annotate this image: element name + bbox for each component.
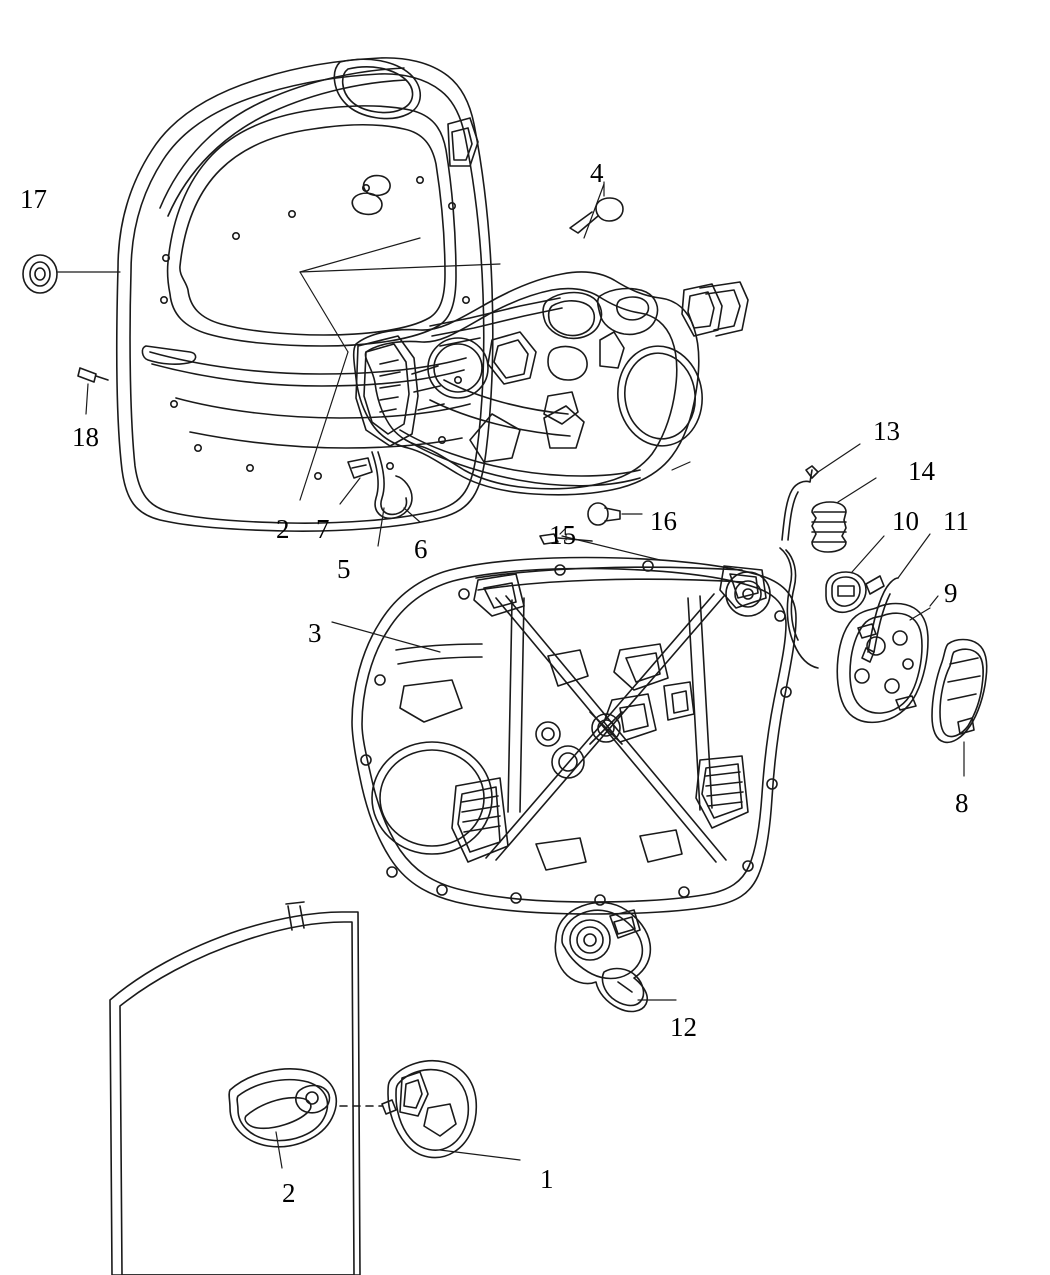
- callout-15: 15: [549, 520, 576, 550]
- callout-2-inner-handle: 2: [276, 514, 290, 544]
- callout-18: 18: [72, 422, 99, 452]
- part-5-6-cables: [372, 452, 420, 546]
- part-3-door-module: [352, 548, 818, 914]
- part-14-bellows: [812, 478, 876, 552]
- part-18-screw: [78, 368, 108, 414]
- callout-12: 12: [670, 1012, 697, 1042]
- callout-11: 11: [943, 506, 969, 536]
- part-13-rod: [782, 444, 860, 540]
- callout-1: 1: [540, 1164, 554, 1194]
- part-8-bracket: [932, 640, 987, 777]
- part-17-grommet: [23, 255, 120, 293]
- callout-10: 10: [892, 506, 919, 536]
- callout-6: 6: [414, 534, 428, 564]
- callout-13: 13: [873, 416, 900, 446]
- callout-8: 8: [955, 788, 969, 818]
- callout-3: 3: [308, 618, 322, 648]
- latch-assembly-module: [354, 272, 748, 495]
- callout-7: 7: [316, 514, 330, 544]
- callout-16: 16: [650, 506, 677, 536]
- callout-5: 5: [337, 554, 351, 584]
- part-12-window-motor: [555, 903, 676, 1012]
- part-4-bolt: [570, 182, 623, 233]
- callout-9: 9: [944, 578, 958, 608]
- part-16-plug: [588, 503, 642, 525]
- part-1-exterior-handle: [340, 1061, 520, 1160]
- callout-17: 17: [20, 184, 47, 214]
- callout-4: 4: [590, 158, 604, 188]
- part-10-lock-cylinder: [826, 536, 884, 612]
- callout-2-exterior-handle: 2: [282, 1178, 296, 1208]
- door-skin-lower: [110, 902, 360, 1275]
- part-7-clip: [340, 458, 372, 504]
- part-9-latch: [837, 596, 938, 722]
- callout-14: 14: [908, 456, 935, 486]
